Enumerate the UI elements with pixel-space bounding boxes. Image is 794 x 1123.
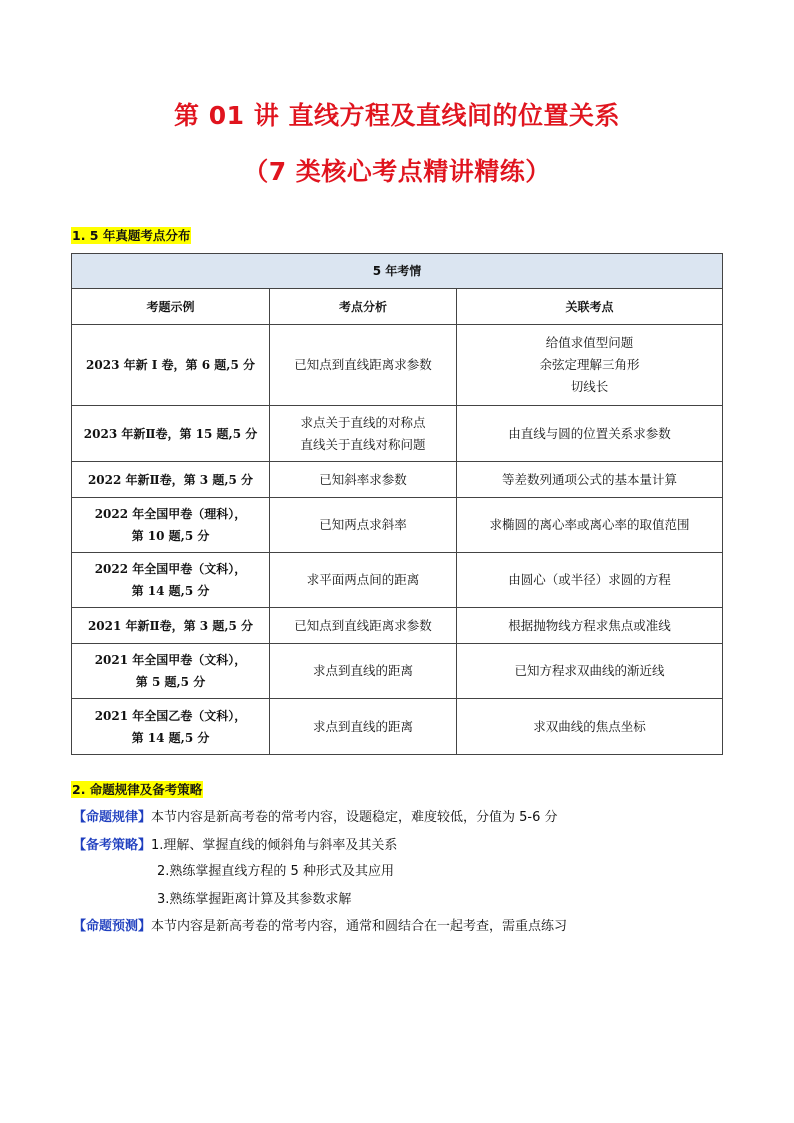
cell-text-line: 求点到直线的距离	[312, 718, 413, 734]
table-row	[72, 498, 723, 553]
cell-text-line: 求双曲线的焦点坐标	[533, 718, 646, 734]
cell-text-line: 切线长	[570, 379, 609, 394]
cell-text-line: 第 10 题,5 分	[131, 529, 210, 543]
rule-paragraph	[73, 808, 558, 828]
cell-text-line: 2021 年新Ⅱ卷，第 3 题,5 分	[87, 618, 254, 633]
table-row	[72, 462, 723, 498]
cell-text-line: 2022 年全国甲卷（理科），	[94, 507, 247, 521]
exam-example-cell	[72, 325, 270, 406]
cell-text-line: 第 14 题,5 分	[131, 730, 210, 745]
cell-text-line: 求平面两点间的距离	[306, 572, 420, 587]
column-header-related: 关联考点	[457, 289, 723, 325]
cell-text-line: 已知斜率求参数	[319, 471, 407, 487]
cell-text-line: 2021 年全国乙卷（文科），	[94, 708, 247, 723]
cell-text-line: 2021 年全国甲卷（文科），	[94, 653, 247, 667]
strategy-item: 1.理解、掌握直线的倾斜角与斜率及其关系	[151, 838, 398, 853]
column-header-analysis: 考点分析	[270, 289, 457, 325]
cell-text-line: 直线关于直线对称问题	[300, 436, 426, 452]
strategy-item: 3.熟练掌握距离计算及其参数求解	[157, 892, 352, 907]
table-caption: 5 年考情	[72, 254, 723, 289]
analysis-cell	[270, 325, 457, 406]
table-row	[72, 608, 723, 644]
cell-text-line: 根据抛物线方程求焦点或准线	[508, 617, 671, 633]
analysis-cell	[270, 553, 457, 608]
cell-text-line: 第 5 题,5 分	[135, 675, 206, 689]
exam-distribution-table	[71, 253, 723, 755]
cell-text-line: 求点到直线的距离	[312, 663, 413, 678]
analysis-cell	[270, 699, 457, 755]
document-subtitle: （7 类核心考点精讲精练）	[243, 157, 551, 186]
table-row	[72, 644, 723, 699]
column-header-example: 考题示例	[72, 289, 270, 325]
strategy-item: 2.熟练掌握直线方程的 5 种形式及其应用	[157, 864, 394, 879]
strategy-paragraph	[73, 836, 397, 856]
cell-text-line: 2023 年新 I 卷，第 6 题,5 分	[86, 358, 255, 372]
analysis-cell	[270, 644, 457, 699]
cell-text-line: 2023 年新Ⅱ卷，第 15 题,5 分	[83, 426, 258, 441]
exam-example-cell	[72, 498, 270, 553]
analysis-cell	[270, 498, 457, 553]
cell-text-line: 已知点到直线距离求参数	[294, 357, 432, 372]
strategy-tag: 【备考策略】	[73, 838, 152, 853]
forecast-paragraph	[73, 917, 567, 937]
document-title: 第 01 讲 直线方程及直线间的位置关系	[174, 101, 620, 130]
cell-text-line: 给值求值型问题	[545, 335, 634, 350]
analysis-cell	[270, 608, 457, 644]
related-cell	[457, 553, 723, 608]
table-row	[72, 406, 723, 462]
related-cell	[457, 406, 723, 462]
rule-text: 本节内容是新高考卷的常考内容，设题稳定，难度较低，分值为 5-6 分	[151, 810, 558, 825]
related-cell	[457, 644, 723, 699]
related-cell	[457, 498, 723, 553]
forecast-text: 本节内容是新高考卷的常考内容，通常和圆结合在一起考查，需重点练习	[151, 919, 568, 934]
cell-text-line: 求点关于直线的对称点	[300, 414, 426, 430]
rule-tag: 【命题规律】	[73, 810, 152, 825]
exam-example-cell	[72, 553, 270, 608]
exam-example-cell	[72, 462, 270, 498]
analysis-cell	[270, 406, 457, 462]
table-row	[72, 325, 723, 406]
cell-text-line: 已知两点求斜率	[319, 517, 407, 532]
cell-text-line: 余弦定理解三角形	[539, 357, 640, 372]
cell-text-line: 等差数列通项公式的基本量计算	[501, 471, 677, 487]
cell-text-line: 由直线与圆的位置关系求参数	[508, 425, 671, 441]
forecast-tag: 【命题预测】	[73, 919, 152, 934]
table-caption-row	[72, 254, 723, 289]
exam-example-cell	[72, 406, 270, 462]
cell-text-line: 已知点到直线距离求参数	[294, 617, 432, 633]
cell-text-line: 2022 年全国甲卷（文科），	[94, 562, 247, 576]
section-heading-exam-distribution: 1. 5 年真题考点分布	[72, 228, 191, 243]
analysis-cell	[270, 462, 457, 498]
exam-example-cell	[72, 699, 270, 755]
table-row	[72, 699, 723, 755]
cell-text-line: 第 14 题,5 分	[131, 584, 210, 598]
related-cell	[457, 325, 723, 406]
cell-text-line: 由圆心（或半径）求圆的方程	[508, 572, 671, 587]
table-header-row	[72, 289, 723, 325]
cell-text-line: 2022 年新Ⅱ卷，第 3 题,5 分	[87, 472, 254, 487]
related-cell	[457, 608, 723, 644]
cell-text-line: 已知方程求双曲线的渐近线	[514, 663, 665, 678]
exam-example-cell	[72, 608, 270, 644]
related-cell	[457, 462, 723, 498]
related-cell	[457, 699, 723, 755]
table-row	[72, 553, 723, 608]
section-heading-strategy: 2. 命题规律及备考策略	[72, 782, 203, 797]
exam-example-cell	[72, 644, 270, 699]
cell-text-line: 求椭圆的离心率或离心率的取值范围	[489, 517, 690, 532]
table-body	[72, 325, 723, 755]
